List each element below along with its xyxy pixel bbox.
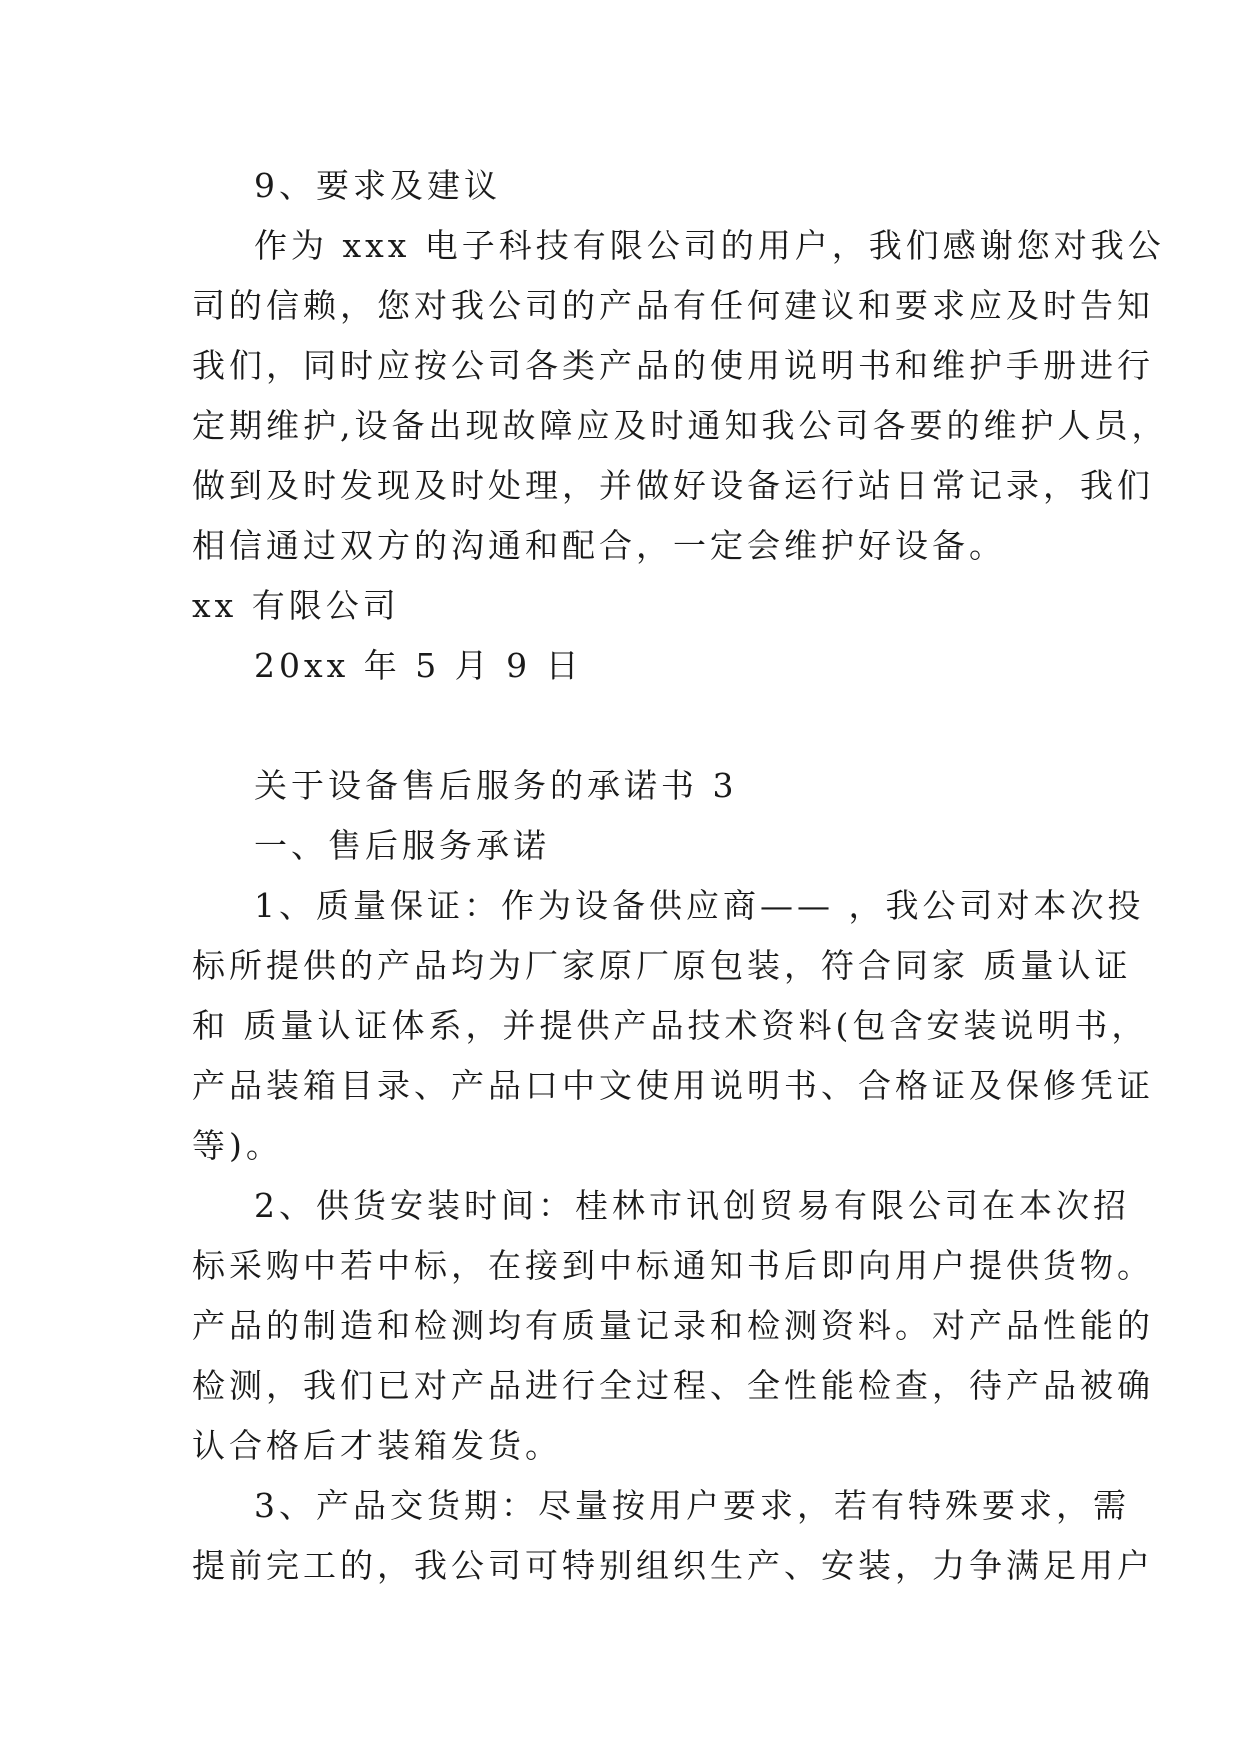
- paragraph-line: 做到及时发现及时处理，并做好设备运行站日常记录，我们: [192, 466, 1154, 505]
- paragraph-line: 认合格后才装箱发货。: [192, 1426, 562, 1465]
- paragraph-line: 1、质量保证：作为设备供应商—— ，我公司对本次投: [254, 886, 1145, 925]
- paragraph-line: 等)。: [192, 1126, 283, 1165]
- paragraph-line: 相信通过双方的沟通和配合，一定会维护好设备。: [192, 526, 1006, 565]
- paragraph-line: 作为 xxx 电子科技有限公司的用户，我们感谢您对我公: [254, 226, 1165, 265]
- paragraph-line: 3、产品交货期：尽量按用户要求，若有特殊要求，需: [254, 1486, 1130, 1525]
- paragraph-line: 检测，我们已对产品进行全过程、全性能检查，待产品被确: [192, 1366, 1154, 1405]
- signature-date: 20xx 年 5 月 9 日: [254, 646, 583, 685]
- paragraph-line: 产品装箱目录、产品口中文使用说明书、合格证及保修凭证: [192, 1066, 1154, 1105]
- paragraph-line: 提前完工的，我公司可特别组织生产、安装，力争满足用户: [192, 1546, 1154, 1585]
- paragraph-line: 标所提供的产品均为厂家原厂原包装，符合同家 质量认证: [192, 946, 1132, 985]
- paragraph-line: 和 质量认证体系，并提供产品技术资料(包含安装说明书，: [192, 1006, 1149, 1045]
- paragraph-line: 2、供货安装时间：桂林市讯创贸易有限公司在本次招: [254, 1186, 1130, 1225]
- section-heading-requirements: 9、要求及建议: [254, 166, 501, 205]
- signature-company: xx 有限公司: [192, 586, 400, 625]
- paragraph-line: 标采购中若中标，在接到中标通知书后即向用户提供货物。: [192, 1246, 1154, 1285]
- section-heading-after-sales: 一、售后服务承诺: [254, 826, 550, 865]
- document-title: 关于设备售后服务的承诺书 3: [254, 766, 738, 805]
- paragraph-line: 我们，同时应按公司各类产品的使用说明书和维护手册进行: [192, 346, 1154, 385]
- paragraph-line: 司的信赖，您对我公司的产品有任何建议和要求应及时告知: [192, 286, 1154, 325]
- paragraph-line: 产品的制造和检测均有质量记录和检测资料。对产品性能的: [192, 1306, 1154, 1345]
- paragraph-line: 定期维护,设备出现故障应及时通知我公司各要的维护人员，: [192, 406, 1169, 445]
